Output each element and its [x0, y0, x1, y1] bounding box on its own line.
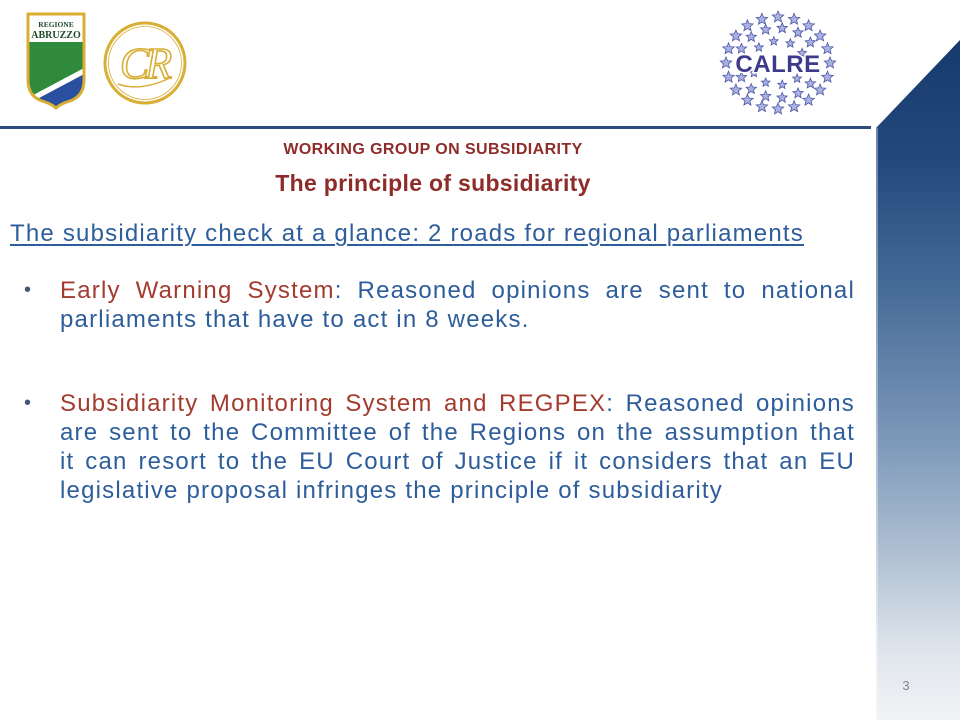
bullet-line: it can resort to the EU Court of Justice if it considers that an EU — [60, 448, 855, 475]
section-heading: The subsidiarity check at a glance: 2 roads for regional parliaments — [10, 220, 804, 247]
star-icon — [742, 20, 753, 31]
cr-monogram-logo — [100, 18, 190, 108]
working-group-label: WORKING GROUP ON SUBSIDIARITY — [283, 141, 583, 158]
star-icon — [746, 32, 756, 42]
star-icon — [824, 57, 835, 68]
star-icon — [778, 80, 787, 88]
star-icon — [803, 94, 814, 105]
panel-edge-highlight — [876, 128, 878, 720]
bullet-line — [60, 389, 855, 418]
star-icon — [761, 24, 771, 34]
panel-shape — [876, 40, 960, 720]
side-gradient-panel — [876, 0, 960, 720]
bullet-label: Subsidiarity Monitoring System and REGPEX — [60, 390, 607, 417]
monogram-letters: CR — [119, 39, 169, 88]
bullet-line: parliaments that have to act in 8 weeks. — [60, 306, 530, 333]
star-icon — [769, 37, 778, 45]
star-icon — [793, 27, 803, 37]
star-icon — [822, 71, 834, 82]
star-icon — [746, 84, 756, 94]
bullet-line — [60, 276, 855, 305]
star-icon — [730, 30, 741, 41]
star-icon — [814, 84, 825, 95]
star-icon — [788, 101, 799, 112]
star-icon — [777, 23, 787, 33]
bullet-label: Early Warning System — [60, 277, 335, 304]
page-number: 3 — [902, 678, 910, 693]
bullet-icon: • — [24, 279, 32, 301]
bullet-line-text: : Reasoned opinions are sent to national — [334, 277, 855, 304]
star-icon — [723, 71, 735, 82]
star-icon — [793, 88, 803, 98]
star-icon — [788, 13, 799, 24]
star-icon — [772, 11, 783, 22]
slide-title: The principle of subsidiarity — [275, 170, 591, 196]
star-icon — [777, 92, 787, 102]
star-icon — [803, 20, 814, 31]
regione-abruzzo-logo — [24, 10, 88, 110]
star-icon — [730, 84, 741, 95]
header-divider — [0, 126, 871, 129]
star-icon — [805, 78, 815, 88]
star-icon — [756, 13, 767, 24]
star-icon — [742, 94, 753, 105]
star-icon — [756, 101, 767, 112]
star-icon — [720, 57, 731, 68]
bullet-line-text: : Reasoned opinions — [606, 390, 856, 417]
star-icon — [755, 43, 764, 51]
bullet-icon: • — [24, 392, 32, 414]
calre-logo — [716, 8, 840, 118]
star-icon — [761, 78, 770, 86]
star-icon — [814, 30, 825, 41]
region-name-line1: REGIONE — [38, 20, 74, 29]
star-icon — [822, 43, 834, 54]
star-icon — [786, 39, 795, 47]
bullet-line: legislative proposal infringes the principle of subsidiarity — [60, 477, 723, 504]
star-icon — [772, 103, 783, 114]
region-name-line2: ABRUZZO — [31, 30, 81, 41]
bullet-text — [60, 389, 855, 505]
star-icon — [761, 91, 771, 101]
calre-wordmark: CALRE — [735, 51, 821, 78]
star-icon — [723, 43, 735, 54]
star-icon — [805, 37, 815, 47]
bullet-text — [60, 276, 855, 334]
bullet-line: are sent to the Committee of the Regions on the assumption that — [60, 419, 855, 446]
